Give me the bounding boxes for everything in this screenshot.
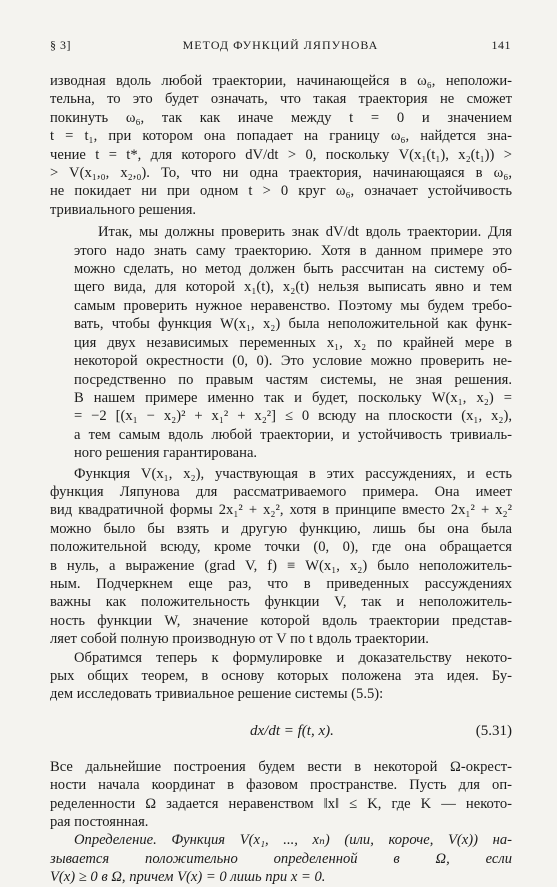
text-line: рых общих теорем, в основу которых положена эта идея. Бу- xyxy=(50,668,512,684)
text-line: вать, чтобы функция W(x₁, x₂) была неположительной как функ- xyxy=(74,316,512,333)
text-line: функция Ляпунова для рассматриваемого примера. Она имеет xyxy=(50,483,512,500)
text-line: можно было бы взять и другую функцию, лишь бы она была xyxy=(50,520,512,537)
section-mark: § 3] xyxy=(50,38,71,52)
paragraph-2 xyxy=(50,223,512,462)
text-line: не покидает ни при одном t > 0 круг ω₆, означает устойчивость xyxy=(50,183,512,200)
page-body xyxy=(50,72,512,887)
text-line: ным. Подчеркнем еще раз, что в приведенных рассуждениях xyxy=(50,575,512,592)
equation-number: (5.31) xyxy=(475,722,512,739)
text-line: а тем самым вдоль любой траектории, и устойчивость тривиаль- xyxy=(74,426,512,443)
running-header xyxy=(50,38,511,56)
text-line: t = t₁, при котором она попадает на границу ω₆, найдется зна- xyxy=(50,128,512,145)
text-line: важны как положительность функции V, так и неположитель- xyxy=(50,594,512,611)
text-line: ция двух независимых переменных x₁, x₂ по крайней мере в xyxy=(74,334,512,351)
text-line: Итак, мы должны проверить знак dV/dt вдоль траектории. Для xyxy=(98,224,512,241)
text-line: тельна, то это будет означать, что такая траектория не сможет xyxy=(50,91,512,108)
text-line: в нуль, а выражение (grad V, f) ≡ W(x₁, x₂) было неположитель- xyxy=(50,557,512,574)
paragraph-1 xyxy=(50,72,512,219)
text-line: положительной всюду, кроме точки (0, 0), где она обращается xyxy=(50,539,512,556)
text-line: ности начала координат в фазовом пространстве. Пусть для оп- xyxy=(50,777,512,794)
text-line: ределенности Ω задается неравенством ‖x‖ ≤ K, где K — некото- xyxy=(50,795,512,812)
text-line: > V(x₁,₀, x₂,₀). То, что ни одна траектория, начинающаяся в ω₆, xyxy=(50,165,512,182)
text-line: зывается положительно определенной в Ω, если xyxy=(50,850,512,867)
display-equation xyxy=(50,712,512,752)
text-line: В нашем примере именно так и будет, поскольку W(x₁, x₂) = xyxy=(74,389,512,406)
text-line: вид квадратичной формы 2x₁² + x₂², хотя в принципе вместо 2x₁² + x₂² xyxy=(50,502,512,519)
text-line: дем исследовать тривиальное решение системы (5.5): xyxy=(50,686,384,703)
text-line: рая постоянная. xyxy=(50,814,149,831)
text-line: некоторой окрестности (0, 0). Это условие можно проверить не- xyxy=(74,353,512,370)
text-line: Обратимся теперь к формулировке и доказательству некото- xyxy=(74,649,512,666)
text-line: ного решения гарантирована. xyxy=(74,445,258,462)
text-line: посредственно по правым частям системы, не зная решения. xyxy=(74,371,512,388)
text-line: Функция V(x₁, x₂), участвующая в этих рассуждениях, и есть xyxy=(74,465,512,482)
text-line: самым проверить нужное неравенство. Поэтому мы будем требо- xyxy=(74,297,512,314)
text-line: изводная вдоль любой траектории, начинающейся в ω₆, неположи- xyxy=(50,73,512,89)
definition-paragraph xyxy=(50,831,512,886)
text-line: Определение. Функция V(x₁, ..., xₙ) (или, короче, V(x)) на- xyxy=(74,832,512,849)
text-line: Все дальнейшие построения будем вести в некоторой Ω-окрест- xyxy=(50,758,512,775)
text-line: чение t = t*, для которого dV/dt > 0, поскольку V(x₁(t₁), x₂(t₁)) > xyxy=(50,146,512,163)
text-line: щего вида, для которой x₁(t), x₂(t) нельзя выписать явно и тем xyxy=(74,279,512,296)
text-line: ность функции W, значение которой вдоль траектории представ- xyxy=(50,612,512,629)
text-line: тривиального решения. xyxy=(50,201,197,218)
text-line: V(x) ≥ 0 в Ω, причем V(x) = 0 лишь при x = 0. xyxy=(50,869,326,886)
paragraph-3 xyxy=(50,465,512,649)
paragraph-4 xyxy=(50,649,512,704)
text-line: можно сделать, но метод должен быть рассчитан на систему об- xyxy=(74,261,512,278)
text-line: покинуть ω₆, так как иначе между t = 0 и значением xyxy=(50,109,512,126)
text-line: = −2 [(x₁ − x₂)² + x₁² + x₂²] ≤ 0 всюду на плоскости (x₁, x₂), xyxy=(74,408,512,425)
chapter-title: МЕТОД ФУНКЦИЙ ЛЯПУНОВА xyxy=(182,38,379,52)
text-line: ляет собой полную производную от V по t вдоль траектории. xyxy=(50,631,429,648)
text-line: этого надо знать саму траекторию. Хотя в данном примере это xyxy=(74,242,512,259)
page-number: 141 xyxy=(491,38,511,52)
equation-expression: dx/dt = f(t, x). xyxy=(250,722,334,739)
paragraph-5 xyxy=(50,758,512,832)
